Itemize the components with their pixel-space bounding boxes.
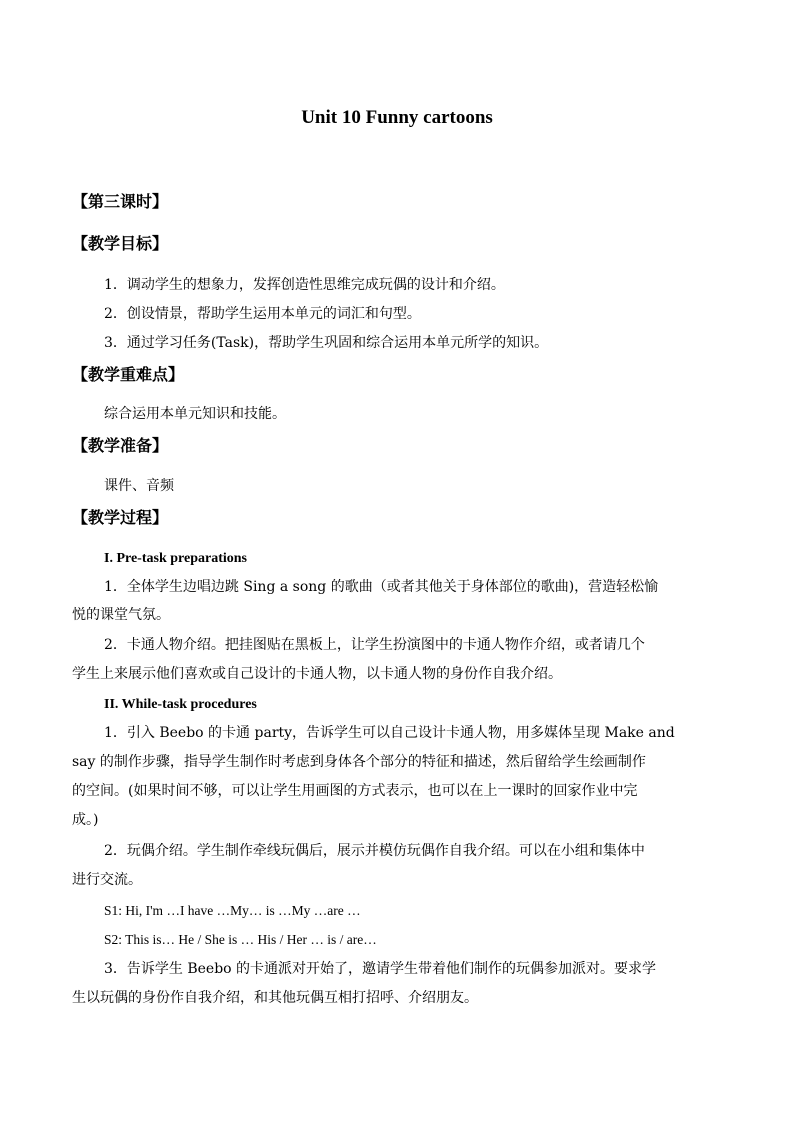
objective-item: 2．创设情景，帮助学生运用本单元的词汇和句型。 — [104, 306, 421, 322]
objective-item: 1．调动学生的想象力，发挥创造性思维完成玩偶的设计和介绍。 — [104, 277, 505, 293]
paragraph-line: 1．全体学生边唱边跳 Sing a song 的歌曲（或者其他关于身体部位的歌曲)，营造轻松愉 — [104, 579, 659, 595]
objective-item: 3．通过学习任务(Task)，帮助学生巩固和综合运用本单元所学的知识。 — [104, 335, 549, 351]
paragraph-line: 生以玩偶的身份作自我介绍，和其他玩偶互相打招呼、介绍朋友。 — [72, 990, 478, 1006]
paragraph-line: 成。) — [72, 812, 99, 828]
paragraph-line: 悦的课堂气氛。 — [72, 607, 170, 623]
dialogue-s2: S2: This is… He / She is … His / Her … is / are… — [104, 932, 377, 947]
process-heading: 【教学过程】 — [72, 508, 169, 527]
paragraph-line: say 的制作步骤，指导学生制作时考虑到身体各个部分的特征和描述，然后留给学生绘画制作 — [72, 754, 646, 770]
objectives-heading: 【教学目标】 — [72, 234, 169, 253]
while-task-heading: II. While-task procedures — [104, 697, 257, 712]
paragraph-line: 1．引入 Beebo 的卡通 party，告诉学生可以自己设计卡通人物，用多媒体呈现 Make and — [104, 725, 675, 741]
paragraph-line: 2．卡通人物介绍。把挂图贴在黑板上，让学生扮演图中的卡通人物作介绍，或者请几个 — [104, 637, 645, 653]
preparation-text: 课件、音频 — [104, 478, 174, 494]
key-points-text: 综合运用本单元知识和技能。 — [104, 406, 286, 422]
pre-task-heading: I. Pre-task preparations — [104, 551, 247, 566]
paragraph-line: 2．玩偶介绍。学生制作牵线玩偶后，展示并模仿玩偶作自我介绍。可以在小组和集体中 — [104, 843, 645, 859]
paragraph-line: 的空间。(如果时间不够，可以让学生用画图的方式表示，也可以在上一课时的回家作业中完 — [72, 783, 638, 799]
key-points-heading: 【教学重难点】 — [72, 365, 185, 384]
paragraph-line: 进行交流。 — [72, 872, 142, 888]
dialogue-s1: S1: Hi, I'm …I have …My… is …My …are … — [104, 903, 361, 918]
paragraph-line: 学生上来展示他们喜欢或自己设计的卡通人物，以卡通人物的身份作自我介绍。 — [72, 666, 562, 682]
paragraph-line: 3．告诉学生 Beebo 的卡通派对开始了，邀请学生带着他们制作的玩偶参加派对。要求学 — [104, 961, 657, 977]
lesson-label: 【第三课时】 — [72, 192, 169, 211]
preparation-heading: 【教学准备】 — [72, 436, 169, 455]
document-title: Unit 10 Funny cartoons — [301, 107, 493, 128]
